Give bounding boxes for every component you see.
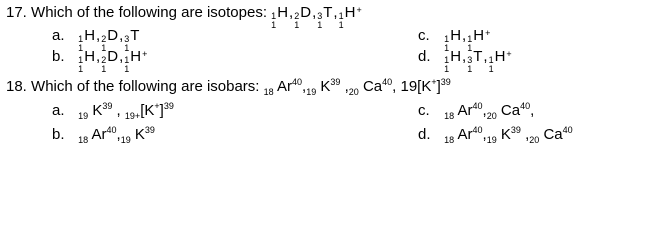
mass-number: 1 — [467, 34, 473, 44]
q17-option-d[interactable] — [418, 48, 512, 72]
option-label: d. — [418, 48, 431, 65]
nuclide — [124, 48, 147, 72]
atomic-number: 1 — [78, 43, 84, 53]
mass-number: 2 — [101, 34, 107, 44]
q18-stem: $_{18}$ $Ar^{40},_{19}$ $K^{39}$ $,_{20}$ Ca$^{40}$, $19[K^+]^{39}$ — [263, 77, 451, 97]
option-label: a. — [52, 27, 65, 44]
nuclide — [467, 48, 482, 72]
separator: , — [119, 27, 124, 44]
mass-number: 1 — [78, 55, 84, 65]
mass-number: 1 — [488, 55, 494, 65]
element-symbol: H — [130, 48, 142, 65]
atomic-number: 1 — [467, 64, 473, 74]
q17-stem — [271, 4, 362, 30]
nuclide — [317, 4, 332, 28]
option-content — [444, 27, 491, 53]
element-symbol: T — [130, 27, 140, 44]
q17-option-b[interactable] — [52, 48, 147, 72]
atomic-number: 1 — [338, 20, 344, 30]
nuclide — [294, 4, 311, 28]
element-symbol: T — [473, 48, 483, 65]
separator: , — [96, 27, 101, 44]
separator: , — [119, 48, 124, 65]
atomic-number: 1 — [444, 64, 450, 74]
mass-number: 1 — [444, 55, 450, 65]
atomic-number: 1 — [124, 43, 130, 53]
nuclide — [489, 48, 512, 72]
separator: , — [312, 4, 317, 21]
option-label: c. — [418, 102, 430, 119]
nuclide — [101, 48, 118, 72]
element-symbol: H — [277, 4, 289, 21]
charge: + — [142, 49, 148, 59]
option-label: d. — [418, 126, 431, 143]
element-symbol: H — [494, 48, 506, 65]
q18-text: Which of the following are isobars: — [31, 78, 260, 95]
option-label: b. — [52, 48, 65, 65]
element-symbol: D — [107, 48, 119, 65]
mass-number: 2 — [101, 55, 107, 65]
charge: + — [485, 28, 491, 38]
option-content: $_{18}$ $Ar^{40},_{20}$ Ca$^{40}$, — [444, 101, 535, 121]
separator: , — [333, 4, 338, 21]
element-symbol: D — [107, 27, 119, 44]
option-label: a. — [52, 102, 65, 119]
atomic-number: 1 — [467, 43, 473, 53]
nuclide — [78, 48, 95, 72]
separator: , — [483, 48, 488, 65]
option-content: $_{19}$ $K^{39}$ , $_{19+}[K^+]^{39}$ — [78, 101, 174, 121]
element-symbol: T — [323, 4, 333, 21]
option-content — [78, 27, 140, 53]
mass-number: 1 — [78, 34, 84, 44]
element-symbol: H — [84, 48, 96, 65]
q17-number: 17. — [6, 4, 27, 21]
atomic-number: 1 — [101, 64, 107, 74]
mass-number: 1 — [338, 11, 344, 21]
q18-number: 18. — [6, 78, 27, 95]
atomic-number: 1 — [488, 64, 494, 74]
option-content — [444, 48, 512, 74]
separator: , — [289, 4, 294, 21]
q18-option-b[interactable] — [52, 121, 155, 149]
atomic-number: 1 — [317, 20, 323, 30]
separator: , — [462, 48, 467, 65]
atomic-number: 1 — [78, 64, 84, 74]
mass-number: 1 — [271, 11, 277, 21]
mass-number: 3 — [467, 55, 473, 65]
option-label: b. — [52, 126, 65, 143]
q17-text: Which of the following are isotopes: — [31, 4, 267, 21]
q18-option-d[interactable] — [418, 121, 573, 149]
option-content: $_{18}$ $Ar^{40},_{19}$ $K^{39}$ — [78, 125, 155, 145]
charge: + — [356, 5, 362, 15]
mass-number: 3 — [317, 11, 323, 21]
nuclide — [271, 4, 288, 28]
atomic-number: 1 — [124, 64, 130, 74]
atomic-number: 1 — [101, 43, 107, 53]
charge: + — [506, 49, 512, 59]
atomic-number: 1 — [271, 20, 277, 30]
element-symbol: H — [450, 48, 462, 65]
element-symbol: H — [450, 27, 462, 44]
mass-number: 1 — [124, 55, 130, 65]
separator: , — [462, 27, 467, 44]
element-symbol: H — [344, 4, 356, 21]
q17-line — [6, 4, 362, 28]
mass-number: 3 — [124, 34, 130, 44]
nuclide — [339, 4, 362, 28]
element-symbol: H — [473, 27, 485, 44]
option-content — [78, 48, 148, 74]
element-symbol: D — [300, 4, 312, 21]
mass-number: 1 — [444, 34, 450, 44]
option-label: c. — [418, 27, 430, 44]
mass-number: 2 — [294, 11, 300, 21]
element-symbol: H — [84, 27, 96, 44]
option-content: $_{18}$ $Ar^{40},_{19}$ $K^{39}$ $,_{20}$ Ca$^{40}$ — [444, 125, 573, 145]
separator: , — [96, 48, 101, 65]
atomic-number: 1 — [444, 43, 450, 53]
atomic-number: 1 — [294, 20, 300, 30]
nuclide — [444, 48, 461, 72]
